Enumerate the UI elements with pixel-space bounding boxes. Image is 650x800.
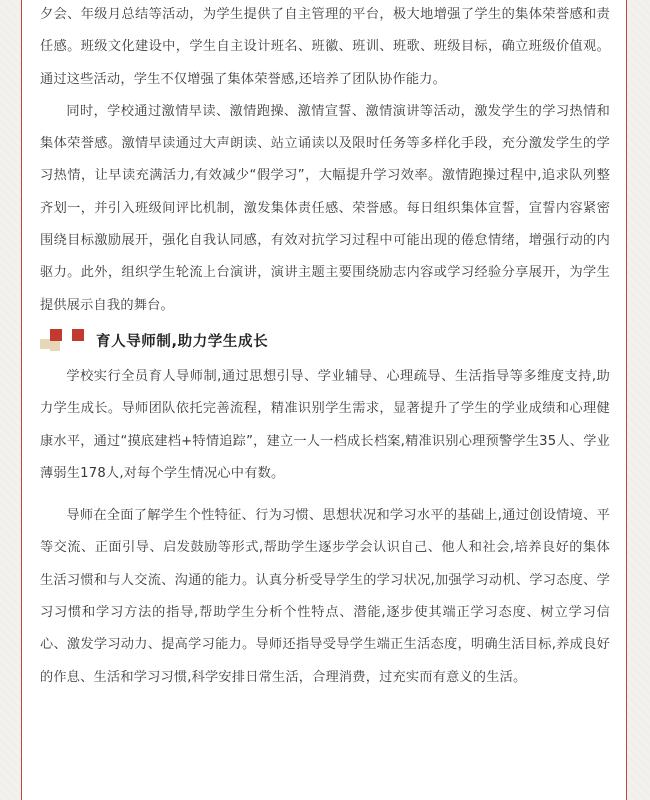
paragraph-passion-activities: 同时，学校通过激情早读、激情跑操、激情宣誓、激情演讲等活动，激发学生的学习热情和集体荣誉感。激情早读通过大声朗读、站立诵读以及限时任务等多样化手段，充分激发学生的学习热情，让早读充满活力,有效减少“假学习”，大幅提升学习效率。激情跑操过程中,追求队列整齐划一，并引入班级间评比机制，激发集体责任感、荣誉感。每日组织集体宣誓，宣誓内容紧密围绕目标激励展开，强化自我认同感，有效对抗学习过程中可能出现的倦怠情绪，增强行动的内驱力。此外，组织学生轮流上台演讲，演讲主题主要围绕励志内容或学习经验分享展开，为学生提供展示自我的舞台。 <box>40 103 610 313</box>
section-title: 育人导师制,助力学生成长 <box>96 334 269 351</box>
paragraph-mentor-system: 学校实行全员育人导师制,通过思想引导、学业辅导、心理疏导、生活指导等多维度支持,助力学生成长。导师团队依托完善流程，精准识别学生需求，显著提升了学生的学业成绩和心理健康水平，通过“摸底建档+特情追踪”，建立一人一档成长档案,精准识别心理预警学生35人、学业薄弱生178人,对每个学生情况心中有数。 <box>40 368 610 481</box>
section-heading <box>40 325 610 357</box>
decorative-squares-icon <box>40 327 86 355</box>
article-content <box>40 0 610 694</box>
paragraph-mentor-guidance: 导师在全面了解学生个性特征、行为习惯、思想状况和学习水平的基础上,通过创设情境、平等交流、正面引导、启发鼓励等形式,帮助学生逐步学会认识自己、他人和社会,培养良好的集体生活习惯和与人交流、沟通的能力。认真分析受导学生的学习状况,加强学习动机、学习态度、学习习惯和学习方法的指导,帮助学生分析个性特点、潜能,逐步使其端正学习态度、树立学习信心、激发学习动力、提高学习能力。导师还指导受导学生端正生活态度，明确生活目标,养成良好的作息、生活和学习习惯,科学安排日常生活，合理消费，过充实而有意义的生活。 <box>40 508 610 685</box>
paragraph-class-culture: 夕会、年级月总结等活动，为学生提供了自主管理的平台，极大地增强了学生的集体荣誉感和责任感。班级文化建设中，学生自主设计班名、班徽、班训、班歌、班级目标，确立班级价值观。通过这些活动，学生不仅增强了集体荣誉感,还培养了团队协作能力。 <box>40 7 610 87</box>
